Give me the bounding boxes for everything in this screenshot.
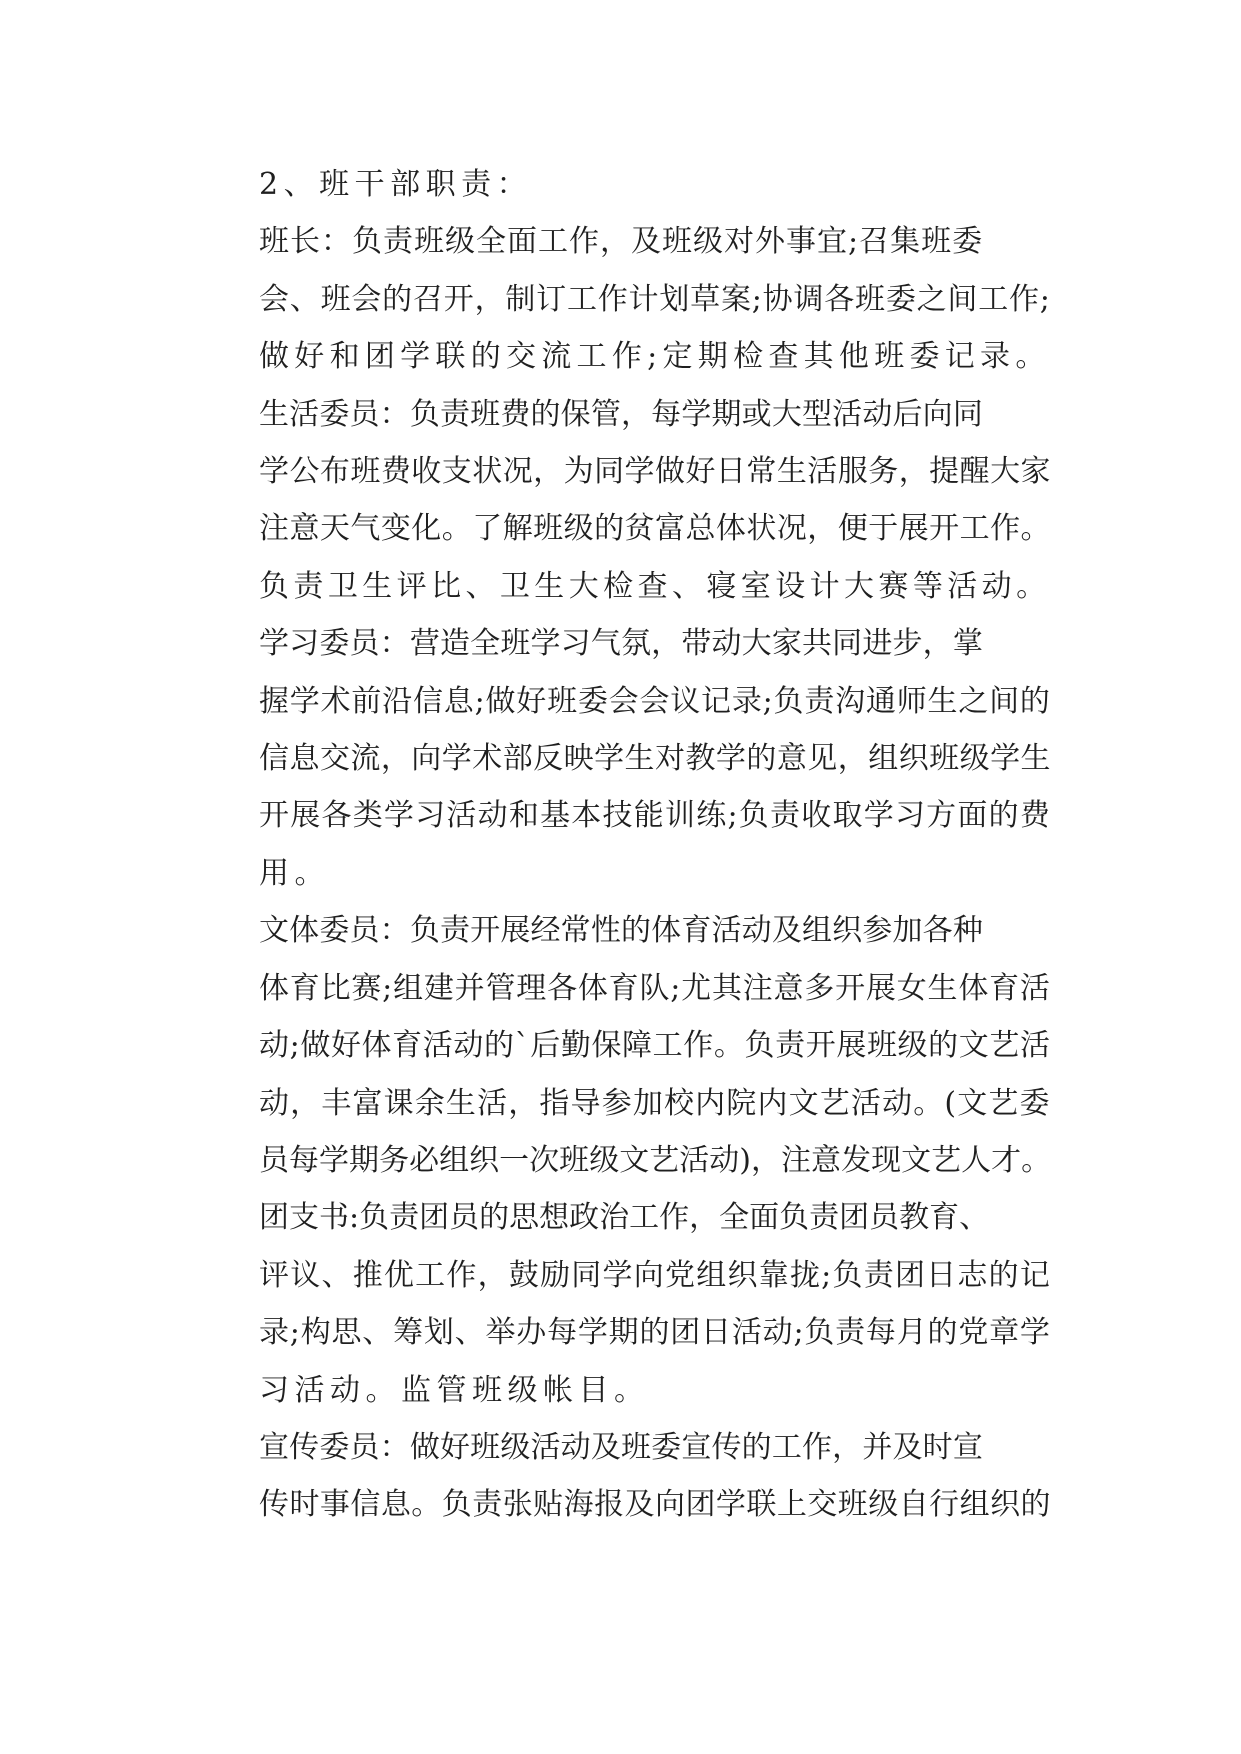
text-line: 体育比赛;组建并管理各体育队;尤其注意多开展女生体育活 — [259, 970, 1051, 1006]
text-line: 文体委员：负责开展经常性的体育活动及组织参加各种 — [259, 913, 983, 949]
paragraph-culture-sports-committee — [191, 902, 1051, 1189]
text-line: 做好和团学联的交流工作;定期检查其他班委记录。 — [259, 339, 1051, 375]
text-line: 负责卫生评比、卫生大检查、寝室设计大赛等活动。 — [259, 568, 1051, 604]
section-heading — [191, 156, 1051, 213]
text-line: 学公布班费收支状况，为同学做好日常生活服务，提醒大家 — [259, 454, 1051, 490]
text-line: 动，丰富课余生活，指导参加校内院内文艺活动。(文艺委 — [259, 1085, 1051, 1121]
text-line: 团支书:负责团员的思想政治工作，全面负责团员教育、 — [259, 1200, 990, 1236]
document-body — [191, 156, 1051, 1534]
text-line: 信息交流，向学术部反映学生对教学的意见，组织班级学生 — [259, 741, 1051, 777]
paragraph-league-secretary — [191, 1189, 1051, 1419]
text-line: 学习委员：营造全班学习气氛，带动大家共同进步，掌 — [259, 626, 983, 662]
text-line: 注意天气变化。了解班级的贫富总体状况，便于展开工作。 — [259, 511, 1051, 547]
text-line: 录;构思、筹划、举办每学期的团日活动;负责每月的党章学 — [259, 1315, 1051, 1351]
text-line: 开展各类学习活动和基本技能训练;负责收取学习方面的费 — [259, 798, 1052, 834]
text-line: 生活委员：负责班费的保管，每学期或大型活动后向同 — [259, 396, 983, 432]
text-line: 传时事信息。负责张贴海报及向团学联上交班级自行组织的 — [259, 1487, 1051, 1523]
paragraph-study-committee — [191, 615, 1051, 902]
paragraph-monitor — [191, 213, 1051, 385]
text-line: 评议、推优工作，鼓励同学向党组织靠拢;负责团日志的记 — [259, 1257, 1052, 1293]
text-line: 动;做好体育活动的`后勤保障工作。负责开展班级的文艺活 — [259, 1028, 1051, 1064]
text-line: 员每学期务必组织一次班级文艺活动)，注意发现文艺人才。 — [259, 1142, 1052, 1178]
text-line: 会、班会的召开，制订工作计划草案;协调各班委之间工作; — [259, 281, 1051, 317]
text-line: 宣传委员：做好班级活动及班委宣传的工作，并及时宣 — [259, 1429, 983, 1465]
text-line: 习活动。监管班级帐目。 — [259, 1372, 650, 1408]
text-line: 班长：负责班级全面工作，及班级对外事宜;召集班委 — [259, 224, 984, 260]
text-line: 握学术前沿信息;做好班委会会议记录;负责沟通师生之间的 — [259, 683, 1051, 719]
paragraph-publicity-committee — [191, 1419, 1051, 1534]
text-line: 用。 — [259, 855, 330, 891]
paragraph-life-committee — [191, 386, 1051, 616]
text-line: 2、班干部职责： — [259, 167, 533, 202]
